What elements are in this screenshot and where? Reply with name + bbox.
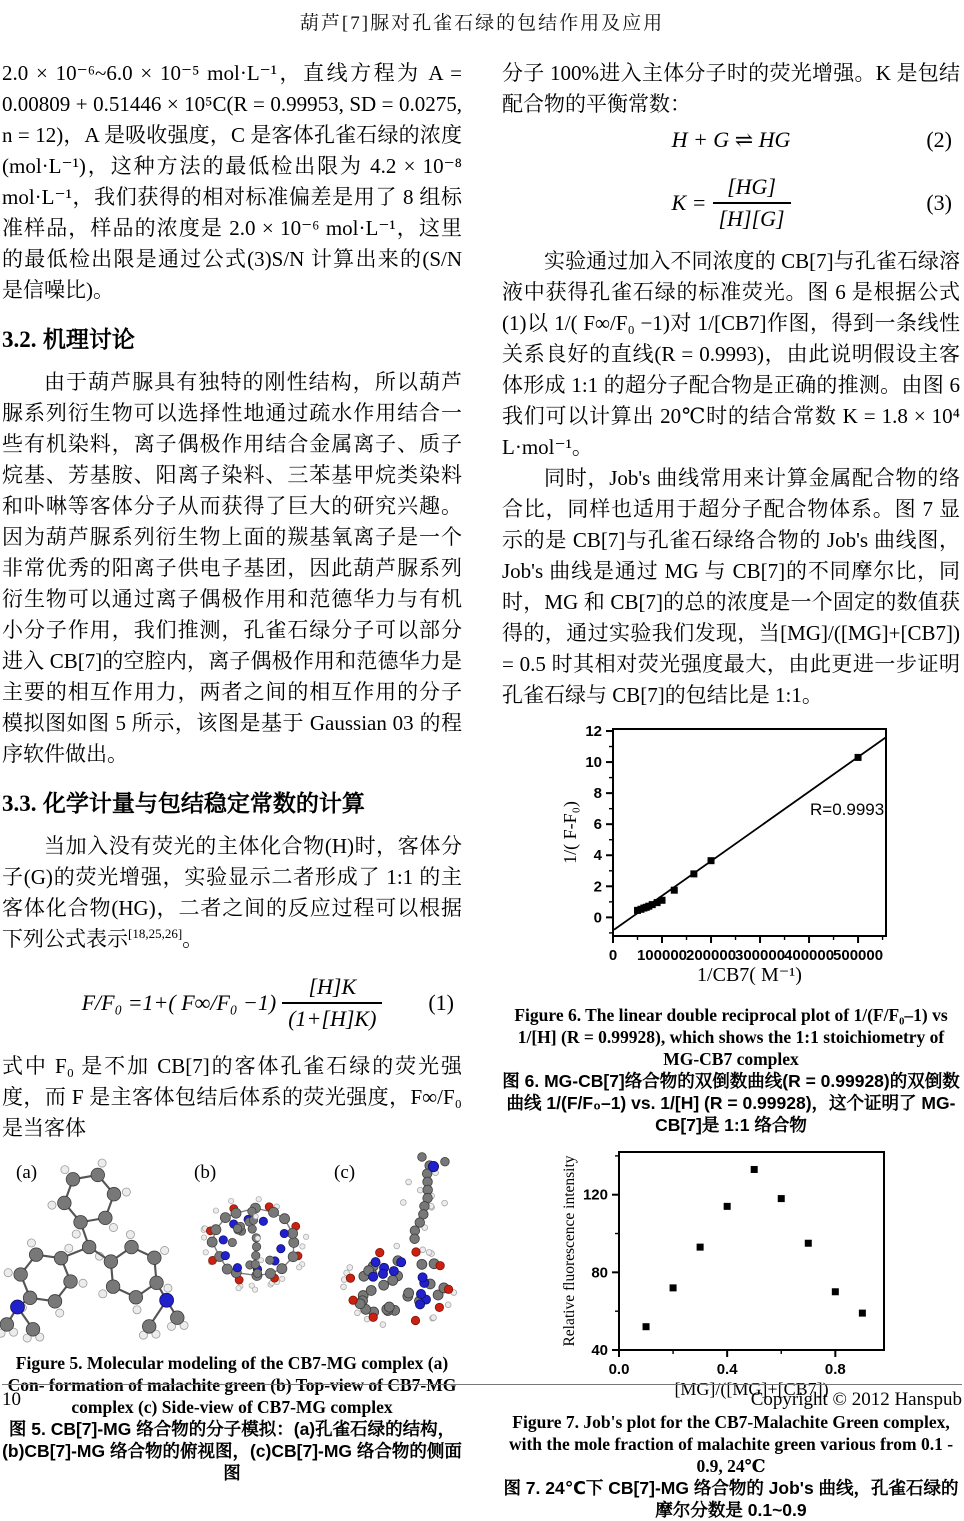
figure6-chart <box>554 715 958 993</box>
figure5-caption-en: Figure 5. Molecular modeling of the CB7-MG complex (a) Con- formation of malachite green (b) Top-view of CB7-MG complex (c) Side-view of CB7-MG complex <box>8 1353 457 1417</box>
figure5-label-c: (c) <box>334 1162 355 1184</box>
figure7-caption-en: Figure 7. Job's plot for the CB7-Malachite Green complex, with the mole fraction of malachite green various from 0.1 - 0.9, 24℃ <box>509 1412 953 1476</box>
figure5-molecule-b-holder <box>192 1176 318 1341</box>
figure5-caption <box>2 1352 462 1484</box>
figure6-caption-zh: 图 6. MG-CB[7]络合物的双倒数曲线(R = 0.99928)的双倒数曲线 1/(F/F₀–1) vs. 1/[H] (R = 0.99928)，这个证明了 MG-CB[7]是 1:1 络合物 <box>502 1071 960 1135</box>
section-title: 机理讨论 <box>43 326 135 352</box>
svg-text:100000: 100000 <box>637 947 687 964</box>
figure7-chart-holder <box>554 1146 960 1405</box>
figure5-molecule-a <box>2 1154 186 1340</box>
paragraph-stoichiometry <box>2 831 462 955</box>
fraction-denominator: [H][G] <box>713 204 791 232</box>
svg-text:400000: 400000 <box>784 947 834 964</box>
figure5-molecule-c <box>332 1152 466 1338</box>
paragraph-mechanism: 由于葫芦脲具有独特的刚性结构，所以葫芦脲系列衍生物可以选择性地通过疏水作用结合一些有机染料，离子偶极作用结合金属离子、质子烷基、芳基胺、阳离子染料、三苯基甲烷类染料和卟啉等客体分子从而获得了巨大的研究兴趣。因为葫芦脲系列衍生物上面的羰基氧离子是一个非常优秀的阳离子供电子基团，因此葫芦脲系列衍生物可以通过离子偶极作用和范德华力与有机小分子作用，我们推测，孔雀石绿分子可以部分进入 CB[7]的空腔内，离子偶极作用和范德华力是主要的相互作用力，两者之间的相互作用的分子模拟图如图 5 所示，该图是基于 Gaussian 03 的程序软件做出。 <box>2 367 462 770</box>
left-column <box>2 58 462 1484</box>
svg-text:Relative fluorescence intensit: Relative fluorescence intensity <box>561 1155 578 1346</box>
reference-superscript: [18,25,26] <box>128 926 182 941</box>
figure7-chart <box>554 1146 958 1400</box>
paragraph-jobs-plot-discussion: 同时，Job's 曲线常用来计算金属配合物的络合比，同样也适用于超分子配合物体系。图 7 显示的是 CB[7]与孔雀石绿络合物的 Job's 曲线图，Job's 曲线是通过 MG 与 CB[7]的不同摩尔比，同时，MG 和 CB[7]的总的浓度是一个固定的数值获得的，通过实验我们发现，当[MG]/([MG]+[CB7]) = 0.5 时其相对荧光强度最大，由此更进一步证明孔雀石绿与 CB[7]的包结比是 1:1。 <box>502 463 960 711</box>
figure6-chart-holder <box>554 715 960 998</box>
svg-text:120: 120 <box>583 1187 608 1204</box>
svg-text:0: 0 <box>609 947 617 964</box>
figure5-molecule-c-holder <box>332 1152 466 1343</box>
equation-body: H + G ⇌ HG <box>672 127 791 153</box>
svg-text:12: 12 <box>585 723 602 740</box>
svg-text:2: 2 <box>594 878 602 895</box>
svg-text:[MG]/([MG]+[CB7]): [MG]/([MG]+[CB7]) <box>674 1379 828 1400</box>
page-header-title: 葫芦[7]脲对孔雀石绿的包结作用及应用 <box>0 8 964 35</box>
section-heading-3-2 <box>2 321 462 354</box>
figure5-molecule-a-holder <box>2 1154 186 1345</box>
footer-divider <box>2 1384 962 1385</box>
figure6-caption <box>502 1004 960 1136</box>
svg-text:0: 0 <box>594 909 602 926</box>
fraction-numerator: [HG] <box>713 174 791 204</box>
svg-text:0.8: 0.8 <box>825 1361 846 1378</box>
svg-text:6: 6 <box>594 816 602 833</box>
figure7-caption <box>502 1411 960 1521</box>
svg-text:40: 40 <box>591 1342 608 1359</box>
figure5-molecule-b <box>192 1176 318 1336</box>
equation-fraction <box>282 974 382 1032</box>
svg-text:R=0.9993: R=0.9993 <box>810 800 884 819</box>
figure5-label-b: (b) <box>194 1162 216 1184</box>
section-heading-3-3 <box>2 785 462 818</box>
figure5-caption-zh-line1: 图 5. CB[7]-MG 络合物的分子模拟：(a)孔雀石绿的结构， <box>9 1419 455 1439</box>
paragraph-text: 。 <box>182 927 203 951</box>
svg-text:1/CB7( M⁻¹): 1/CB7( M⁻¹) <box>697 964 802 986</box>
section-title: 化学计量与包结稳定常数的计算 <box>43 790 365 816</box>
svg-text:4: 4 <box>594 847 603 864</box>
figure5-caption-zh-line2: (b)CB[7]-MG 络合物的俯视图，(c)CB[7]-MG 络合物的侧面图 <box>2 1441 462 1483</box>
svg-text:0.4: 0.4 <box>717 1361 739 1378</box>
figure7-caption-zh: 图 7. 24℃下 CB[7]-MG 络合物的 Job's 曲线，孔雀石绿的摩尔分数是 0.1~0.9 <box>503 1478 958 1520</box>
fraction-numerator: [H]K <box>282 974 382 1004</box>
equation-lhs: K = <box>671 190 706 216</box>
equation-3 <box>502 160 960 246</box>
equation-number: (1) <box>428 990 454 1016</box>
section-number: 3.3. <box>2 791 37 816</box>
equation-1 <box>2 955 462 1051</box>
figure6-caption-en: Figure 6. The linear double reciprocal plot of 1/(F/F₀–1) vs 1/[H] (R = 0.99928), which shows the 1:1 stoichiometry of MG-CB7 complex <box>514 1005 947 1069</box>
figure5-artwork <box>2 1150 462 1346</box>
svg-text:500000: 500000 <box>833 947 883 964</box>
figure5-label-a: (a) <box>16 1162 37 1184</box>
svg-text:0.0: 0.0 <box>609 1361 630 1378</box>
svg-text:200000: 200000 <box>686 947 736 964</box>
svg-text:1/( F-F₀): 1/( F-F₀) <box>560 801 581 864</box>
paragraph-fluorescence: 分子 100%进入主体分子时的荧光增强。K 是包结配合物的平衡常数： <box>502 58 960 120</box>
equation-2 <box>502 120 960 160</box>
equation-number: (2) <box>926 127 952 153</box>
footer-copyright: Copyright © 2012 Hanspub <box>751 1389 962 1411</box>
paragraph-definition: 式中 F₀ 是不加 CB[7]的客体孔雀石绿的荧光强度，而 F 是主客体包结后体系的荧光强度，F∞/F₀ 是当客体 <box>2 1051 462 1144</box>
equation-lhs: F/F₀ =1+( F∞/F₀ −1) <box>82 990 277 1016</box>
equation-number: (3) <box>926 190 952 216</box>
svg-text:8: 8 <box>594 785 602 802</box>
paragraph-calibration: 2.0 × 10⁻⁶~6.0 × 10⁻⁵ mol·L⁻¹，直线方程为 A = 0.00809 + 0.51446 × 10⁵C(R = 0.99953, SD = 0.0275, n = 12)，A 是吸收强度，C 是客体孔雀石绿的浓度(mol·L⁻¹)，这种方法的最低检出限为 4.2 × 10⁻⁸ mol·L⁻¹，我们获得的相对标准偏差是用了 8 组标准样品，样品的浓度是 2.0 × 10⁻⁶ mol·L⁻¹，这里的最低检出限是通过公式(3)S/N 计算出来的(S/N 是信噪比)。 <box>2 58 462 306</box>
svg-text:300000: 300000 <box>735 947 785 964</box>
svg-text:10: 10 <box>585 754 602 771</box>
paragraph-text: 当加入没有荧光的主体化合物(H)时，客体分子(G)的荧光增强，实验显示二者形成了 1:1 的主客体化合物(HG)，二者之间的反应过程可以根据下列公式表示 <box>2 834 462 951</box>
section-number: 3.2. <box>2 327 37 352</box>
right-column <box>502 58 960 1521</box>
footer-page-number: 10 <box>2 1389 21 1411</box>
paragraph-figure6-discussion: 实验通过加入不同浓度的 CB[7]与孔雀石绿溶液中获得孔雀石绿的标准荧光。图 6 是根据公式(1)以 1/( F∞/F₀ −1)对 1/[CB7]作图，得到一条线性关系良好的直线(R = 0.9993)，由此说明假设主客体形成 1:1 的超分子配合物是正确的推测。由图 6 我们可以计算出 20℃时的结合常数 K = 1.8 × 10⁴ L·mol⁻¹。 <box>502 246 960 463</box>
equation-fraction <box>713 174 791 232</box>
svg-text:80: 80 <box>591 1264 608 1281</box>
fraction-denominator: (1+[H]K) <box>282 1004 382 1032</box>
